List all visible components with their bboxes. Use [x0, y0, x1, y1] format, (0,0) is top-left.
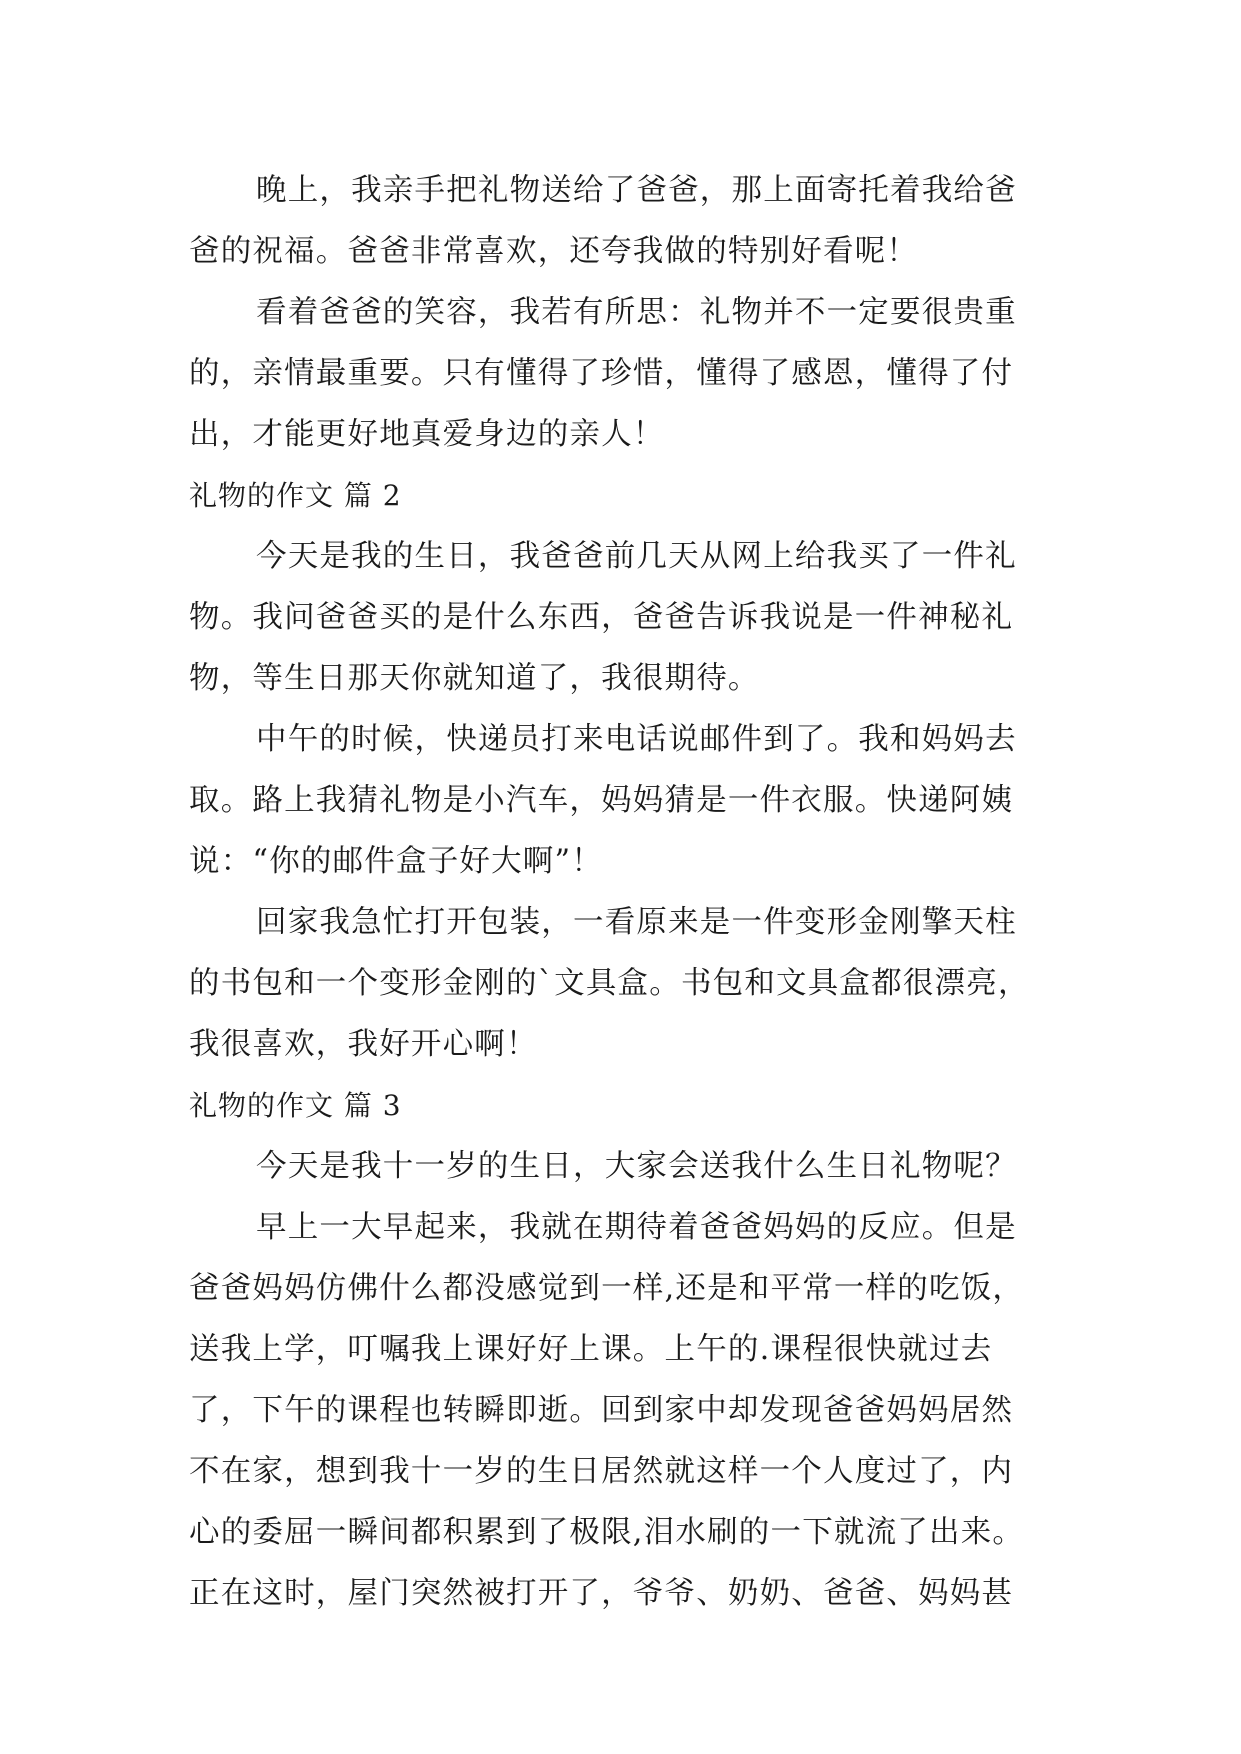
paragraph: [189, 160, 1059, 282]
text-line: 物，等生日那天你就知道了，我很期待。: [189, 661, 760, 696]
paragraph: [189, 1136, 1059, 1197]
text-line: 说：“你的邮件盒子好大啊”！: [189, 844, 603, 879]
text-line: 的，亲情最重要。只有懂得了珍惜，懂得了感恩，懂得了付: [189, 356, 1014, 391]
text-line: 早上一大早起来，我就在期待着爸爸妈妈的反应。但是: [256, 1210, 1017, 1245]
text-line: 心的委屈一瞬间都积累到了极限,泪水刷的一下就流了出来。: [189, 1515, 1025, 1550]
text-line: 送我上学，叮嘱我上课好好上课。上午的.课程很快就过去: [189, 1332, 993, 1367]
text-line: 物。我问爸爸买的是什么东西，爸爸告诉我说是一件神秘礼: [189, 600, 1014, 635]
text-line: 回家我急忙打开包装，一看原来是一件变形金刚擎天柱: [256, 905, 1017, 940]
paragraph: [189, 1197, 1059, 1624]
text-line: 今天是我十一岁的生日，大家会送我什么生日礼物呢？: [256, 1149, 1017, 1184]
section-heading: 礼物的作文 篇 2: [189, 479, 402, 512]
section-heading: 礼物的作文 篇 3: [189, 1089, 402, 1122]
document-body: [189, 160, 1059, 1624]
paragraph: [189, 526, 1059, 709]
text-line: 我很喜欢，我好开心啊！: [189, 1027, 538, 1062]
text-line: 正在这时，屋门突然被打开了，爷爷、奶奶、爸爸、妈妈甚: [189, 1576, 1014, 1611]
text-line: 晚上，我亲手把礼物送给了爸爸，那上面寄托着我给爸: [256, 173, 1017, 208]
text-line: 爸的祝福。爸爸非常喜欢，还夸我做的特别好看呢！: [189, 234, 919, 269]
text-line: 不在家，想到我十一岁的生日居然就这样一个人度过了，内: [189, 1454, 1014, 1489]
text-line: 出，才能更好地真爱身边的亲人！: [189, 417, 665, 452]
paragraph: [189, 282, 1059, 465]
paragraph: [189, 709, 1059, 892]
text-line: 了，下午的课程也转瞬即逝。回到家中却发现爸爸妈妈居然: [189, 1393, 1014, 1428]
paragraph: [189, 892, 1059, 1075]
text-line: 看着爸爸的笑容，我若有所思：礼物并不一定要很贵重: [256, 295, 1017, 330]
text-line: 取。路上我猜礼物是小汽车，妈妈猜是一件衣服。快递阿姨: [189, 783, 1014, 818]
text-line: 爸爸妈妈仿佛什么都没感觉到一样,还是和平常一样的吃饭，: [189, 1271, 1025, 1306]
text-line: 的书包和一个变形金刚的`文具盒。书包和文具盒都很漂亮，: [189, 966, 1030, 1001]
text-line: 今天是我的生日，我爸爸前几天从网上给我买了一件礼: [256, 539, 1017, 574]
text-line: 中午的时候，快递员打来电话说邮件到了。我和妈妈去: [256, 722, 1017, 757]
